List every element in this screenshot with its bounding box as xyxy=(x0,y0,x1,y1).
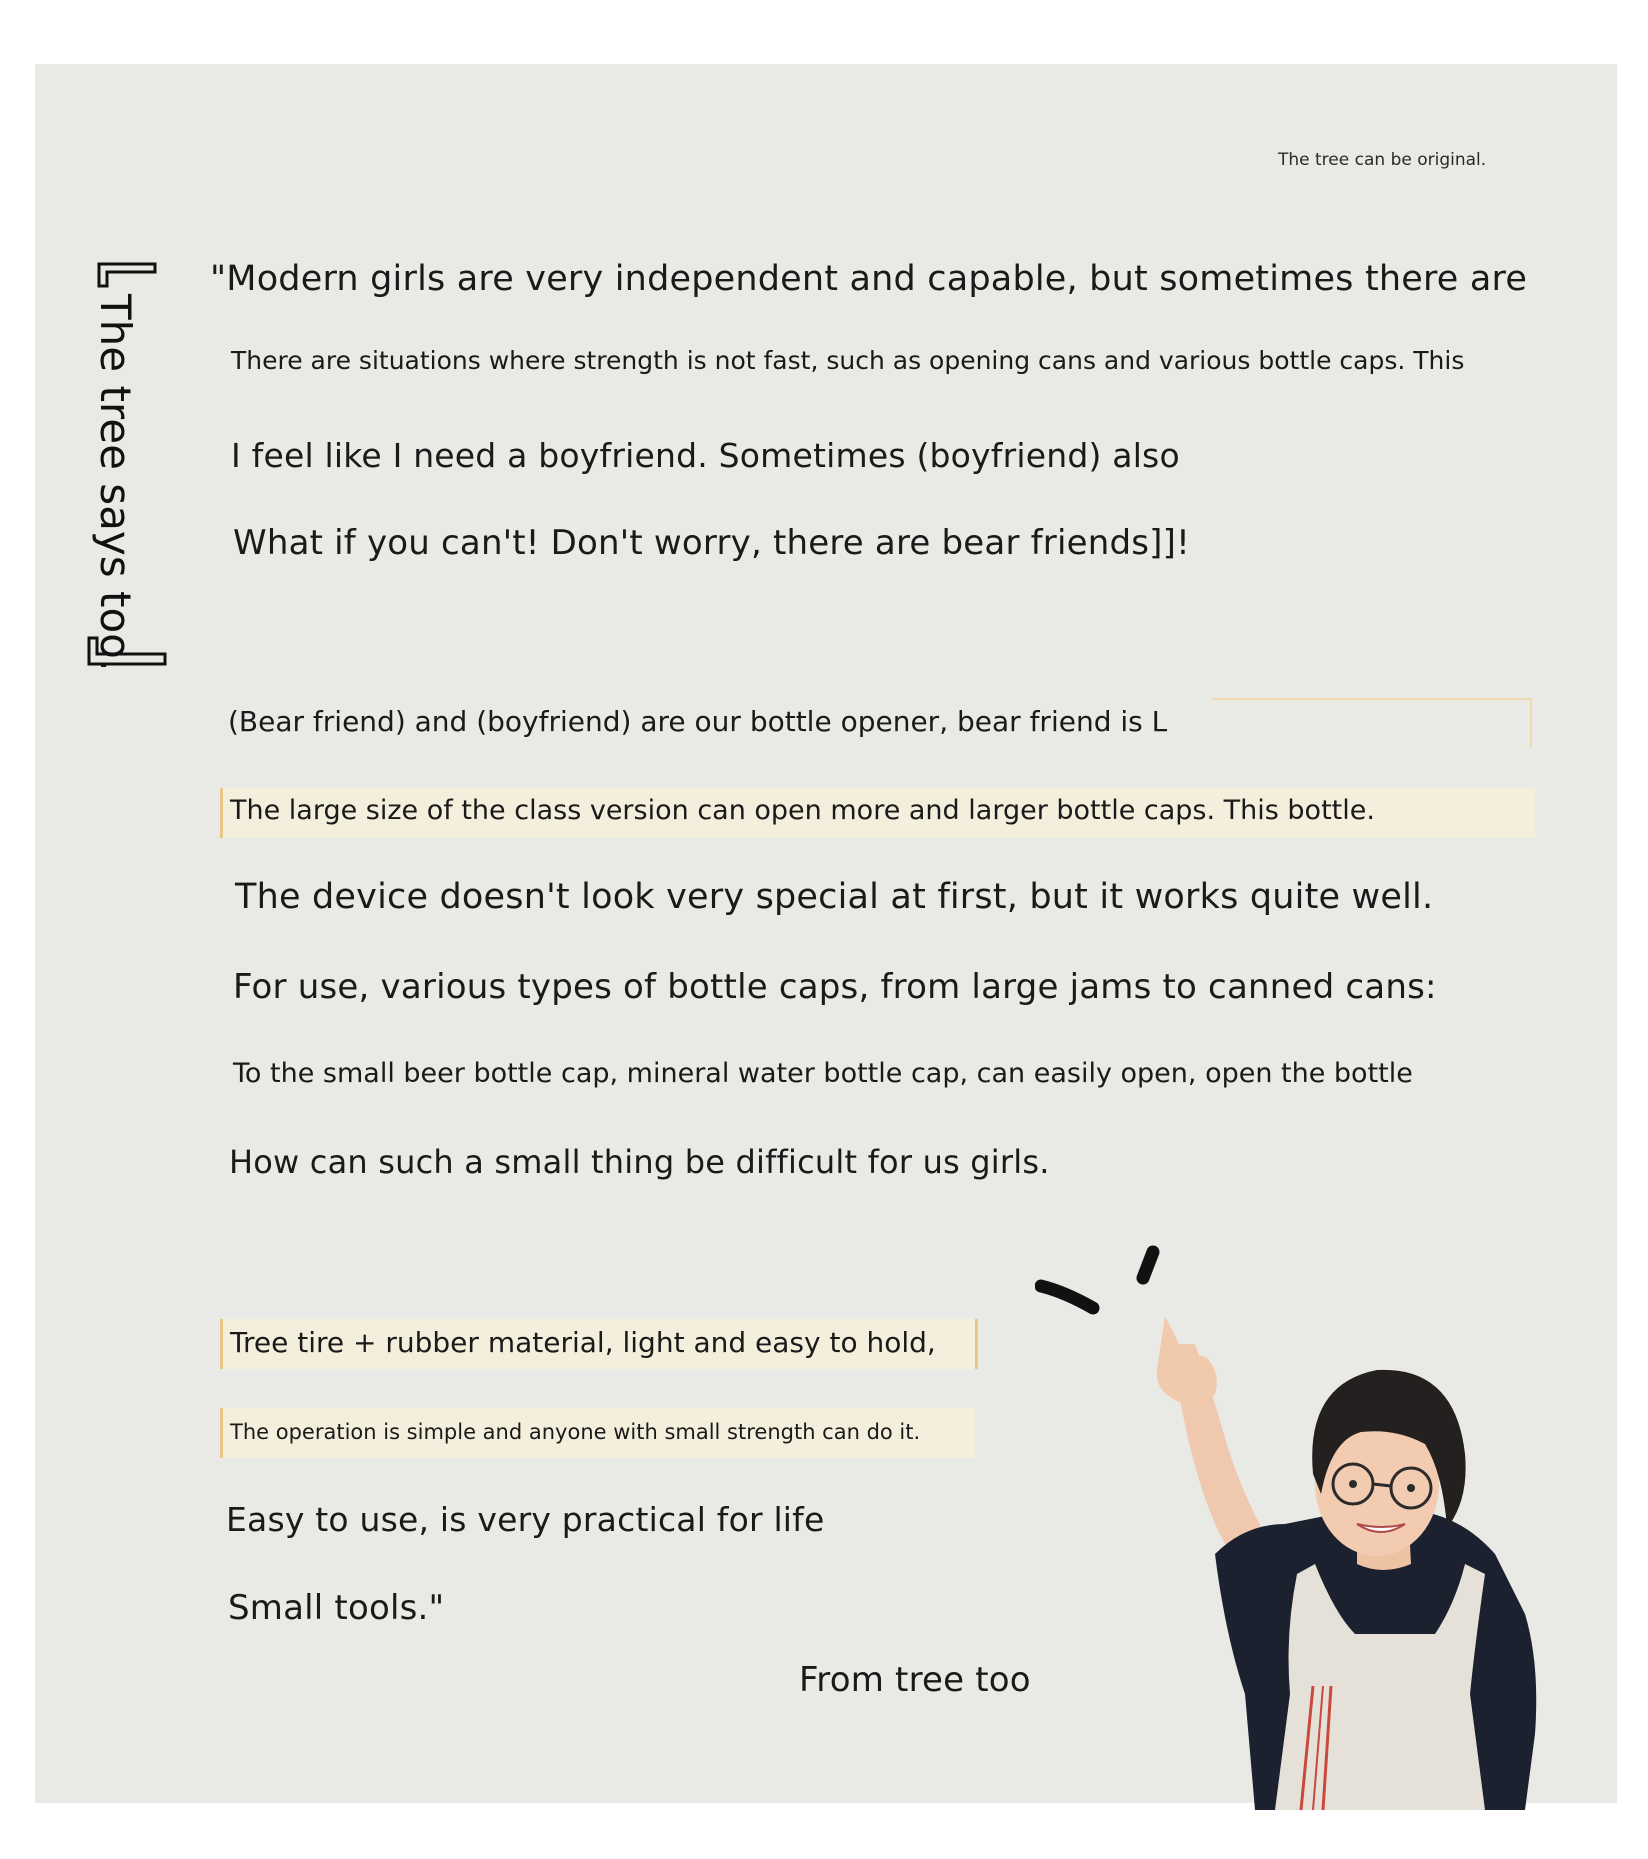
open-bracket-icon xyxy=(97,262,157,288)
p2-line2: The large size of the class version can open more and larger bottle caps. This bottle. xyxy=(230,795,1375,826)
page-card xyxy=(35,64,1617,1803)
close-bracket-icon xyxy=(87,636,167,666)
p3-line1: Tree tire + rubber material, light and easy to hold, xyxy=(230,1326,936,1359)
p2-line6: How can such a small thing be difficult for us girls. xyxy=(229,1143,1050,1181)
p1-line3: I feel like I need a boyfriend. Sometimes (boyfriend) also xyxy=(231,436,1180,475)
p1-line2: There are situations where strength is not fast, such as opening cans and various bottle caps. This xyxy=(231,346,1465,375)
sidebar-title: The tree says too. xyxy=(91,294,140,672)
p2-line5: To the small beer bottle cap, mineral water bottle cap, can easily open, open the bottle xyxy=(233,1058,1413,1089)
excitement-marks-icon xyxy=(1035,1244,1175,1324)
p1-line1: "Modern girls are very independent and capable, but sometimes there are xyxy=(210,259,1528,299)
p1-line4: What if you can't! Don't worry, there are bear friends]]! xyxy=(233,523,1190,563)
p2-line1: (Bear friend) and (boyfriend) are our bottle opener, bear friend is L xyxy=(228,705,1168,738)
signature: From tree too xyxy=(799,1660,1031,1700)
person-illustration xyxy=(1125,1314,1605,1810)
highlight-frame xyxy=(1212,698,1532,748)
p3-line4: Small tools." xyxy=(228,1588,445,1628)
p3-line3: Easy to use, is very practical for life xyxy=(226,1500,825,1539)
p2-line4: For use, various types of bottle caps, from large jams to canned cans: xyxy=(233,967,1437,1007)
p2-line3: The device doesn't look very special at first, but it works quite well. xyxy=(235,877,1434,917)
p3-line2: The operation is simple and anyone with small strength can do it. xyxy=(230,1420,921,1444)
header-note: The tree can be original. xyxy=(1278,150,1487,170)
